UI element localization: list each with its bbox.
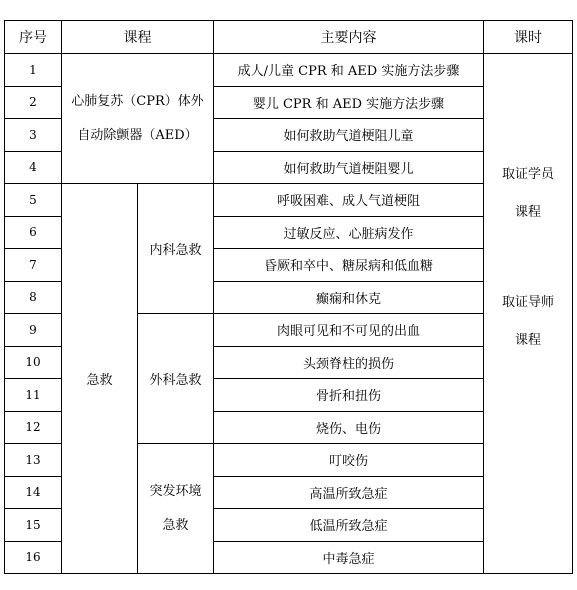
row-content: 高温所致急症 — [214, 476, 484, 509]
group-cpr-line1: 心肺复苏（CPR）体外 — [71, 93, 204, 109]
row-content: 头颈脊柱的损伤 — [214, 346, 484, 379]
row-content: 骨折和扭伤 — [214, 379, 484, 412]
row-content: 中毒急症 — [214, 541, 484, 574]
row-no: 12 — [5, 411, 62, 444]
group-first-aid: 急救 — [62, 184, 138, 574]
row-content: 过敏反应、心脏病发作 — [214, 216, 484, 249]
group-external: 外科急救 — [138, 314, 214, 444]
hours-student-line2: 课程 — [514, 205, 541, 220]
group-cpr-line2: 自动除颤器（AED） — [77, 127, 198, 143]
hours-cell — [484, 54, 573, 574]
table-row — [5, 54, 573, 87]
row-content: 烧伤、电伤 — [214, 411, 484, 444]
header-row — [5, 21, 573, 54]
header-no: 序号 — [5, 21, 62, 54]
row-content: 癫痫和休克 — [214, 281, 484, 314]
row-content: 肉眼可见和不可见的出血 — [214, 314, 484, 347]
row-no: 6 — [5, 216, 62, 249]
hours-instructor-line1: 取证导师 — [501, 295, 554, 310]
row-no: 8 — [5, 281, 62, 314]
row-no: 9 — [5, 314, 62, 347]
row-content: 叮咬伤 — [214, 444, 484, 477]
header-hours: 课时 — [484, 21, 573, 54]
row-no: 2 — [5, 86, 62, 119]
row-no: 3 — [5, 119, 62, 152]
group-cpr — [62, 54, 214, 184]
header-course: 课程 — [62, 21, 214, 54]
row-no: 11 — [5, 379, 62, 412]
row-no: 1 — [5, 54, 62, 87]
row-content: 低温所致急症 — [214, 509, 484, 542]
row-no: 13 — [5, 444, 62, 477]
row-no: 15 — [5, 509, 62, 542]
row-no: 5 — [5, 184, 62, 217]
group-internal: 内科急救 — [138, 184, 214, 314]
row-content: 昏厥和卒中、糖尿病和低血糖 — [214, 249, 484, 282]
group-env-line1: 突发环境 — [149, 483, 202, 499]
row-no: 7 — [5, 249, 62, 282]
hours-instructor-line2: 课程 — [514, 333, 541, 348]
hours-student-line1: 取证学员 — [501, 167, 554, 182]
row-no: 10 — [5, 346, 62, 379]
row-no: 14 — [5, 476, 62, 509]
course-table — [4, 20, 573, 574]
row-content: 婴儿 CPR 和 AED 实施方法步骤 — [214, 86, 484, 119]
row-content: 如何救助气道梗阻婴儿 — [214, 151, 484, 184]
header-content: 主要内容 — [214, 21, 484, 54]
group-env — [138, 444, 214, 574]
row-content: 呼吸困难、成人气道梗阻 — [214, 184, 484, 217]
group-env-line2: 急救 — [162, 517, 189, 533]
row-no: 4 — [5, 151, 62, 184]
row-no: 16 — [5, 541, 62, 574]
row-content: 成人/儿童 CPR 和 AED 实施方法步骤 — [214, 54, 484, 87]
row-content: 如何救助气道梗阻儿童 — [214, 119, 484, 152]
